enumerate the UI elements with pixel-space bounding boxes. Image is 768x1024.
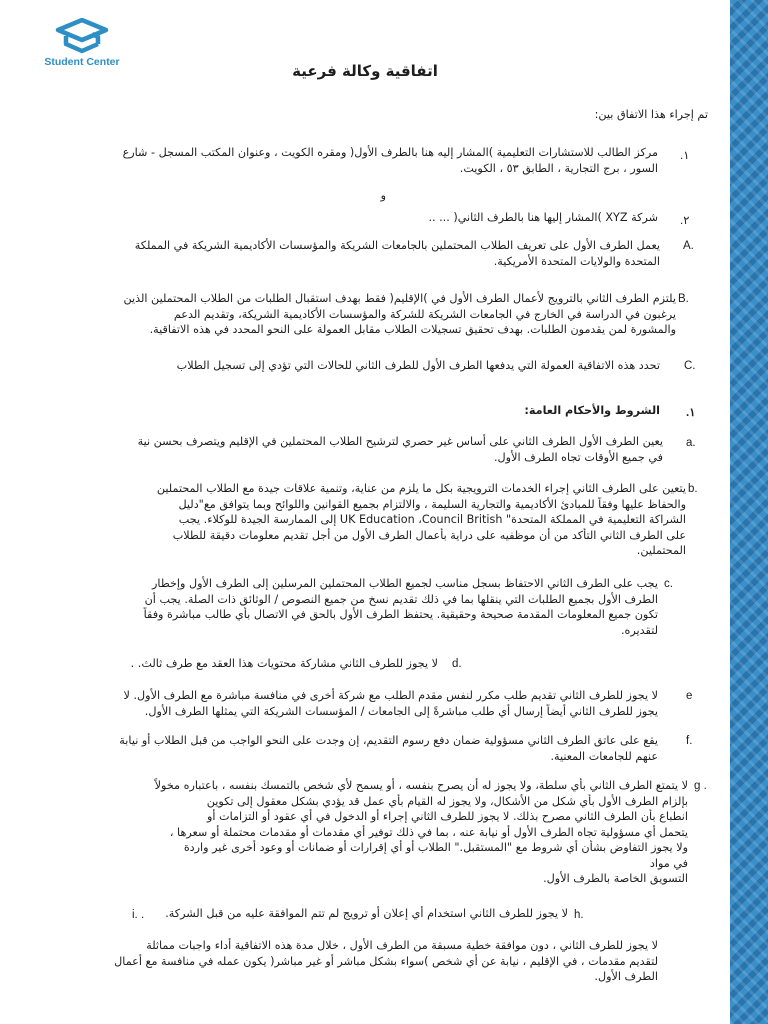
closing-line: لا يجوز للطرف الثاني ، دون موافقة خطية مسبقة من الطرف الأول ، خلال مدة هذه الاتفاقية أداء واجبات مماثلة: [146, 939, 658, 952]
term-b-line: المحتملين.: [636, 544, 686, 557]
item-b-line: والمشورة لمن يقدمون الطلبات. بهدف تحقيق تسجيلات الطلاب مقابل العمولة على النحو المحدد في هذه الاتفاقية.: [149, 323, 676, 336]
term-e-marker: e: [686, 690, 693, 702]
party-2-text: شركة XYZ )المشار إليها هنا بالطرف الثاني( ... ..: [428, 211, 658, 224]
item-a-line: يعمل الطرف الأول على تعريف الطلاب المحتملين بالجامعات الشريكة والمؤسسات الأكاديمية الشريكة في المملكة: [134, 239, 660, 252]
term-d-line: لا يجوز للطرف الثاني مشاركة محتويات هذا العقد مع طرف ثالث. .: [130, 657, 438, 670]
term-a-marker: a.: [686, 437, 696, 449]
term-c-line: لتقديره.: [620, 623, 658, 637]
item-b-marker: B.: [678, 293, 689, 305]
term-g-line: ولا يجوز التفاوض بشأن أي شروط مع "المستقبل." الطلاب أو أي إقرارات أو ضمانات أو وعود أخرى غير واردة: [183, 841, 688, 854]
term-g-line: بإلزام الطرف الأول بأي شكل من الأشكال، ولا يجوز له القيام بأي عمل قد يؤدي بشكل معقول إلى تكوين: [206, 794, 688, 808]
section-heading: الشروط والأحكام العامة:: [524, 404, 660, 417]
term-g-line: التسويق الخاصة بالطرف الأول.: [543, 872, 688, 885]
item-b-text: [96, 291, 676, 338]
term-h-line: لا يجوز للطرف الثاني استخدام أي إعلان أو ترويج لم تتم الموافقة عليه من قبل الشركة.: [165, 907, 568, 920]
term-h-text: [128, 906, 568, 922]
item-c-line: تحدد هذه الاتفاقية العمولة التي يدفعها الطرف الأول للطرف الثاني للحالات التي تؤدي إلى تسجيل الطلاب: [176, 359, 660, 372]
term-a-text: [88, 434, 663, 465]
term-c-line: تكون جميع المعلومات المقدمة صحيحة وحقيقية. يحتفظ الطرف الأول بالحق في الاتصال بأي طالب مباشرة وفقاً: [143, 608, 658, 621]
and-connector: و: [380, 189, 386, 202]
logo-text: Student Center: [44, 56, 120, 68]
term-g-text: [68, 778, 688, 887]
term-f-line: عنهم للجامعات المعنية.: [550, 749, 658, 763]
term-i-marker: i. .: [132, 909, 145, 921]
term-f-line: يقع على عاتق الطرف الثاني مسؤولية ضمان دفع رسوم التقديم، إن وجدت على النحو الواجب من قبل الطلاب أو نيابة: [119, 734, 658, 747]
term-d-text: [38, 656, 438, 672]
term-a-line: في جميع الأوقات تجاه الطرف الأول.: [494, 450, 663, 464]
term-c-text: [88, 576, 658, 638]
document-title: اتفاقية وكالة فرعية: [292, 62, 438, 80]
term-e-line: يجوز للطرف الثاني أيضاً إرسال أي طلب مباشرةً إلى الجامعات / المؤسسات الشريكة التي يمثلها الطرف الأول.: [144, 704, 658, 718]
student-center-logo: [44, 18, 120, 68]
term-f-marker: f.: [686, 735, 693, 747]
term-b-marker: b.: [688, 483, 698, 495]
term-b-line: الشراكة التعليمية في المملكة المتحدة" UK Education ،Council British إلى الممارسة الجيدة للوكلاء. يجب: [178, 513, 686, 526]
term-g-line: انطباع بأن الطرف الثاني مصرح بذلك. لا يجوز للطرف الثاني إجراء أو الدخول في أي عقود أو التزامات أو: [206, 810, 688, 823]
term-g-line: في مواد: [649, 856, 688, 870]
party-1-line: مركز الطالب للاستشارات التعليمية )المشار إليه هنا بالطرف الأول( ومقره الكويت ، وعنوان المكتب المسجل - شارع: [122, 146, 658, 159]
term-b-text: [86, 481, 686, 559]
term-g-marker: g .: [694, 780, 707, 792]
item-b-line: يلتزم الطرف الثاني بالترويج لأعمال الطرف الأول في )الإقليم( فقط بهدف استقبال الطلبات من الطلاب المحتملين الذين: [123, 292, 676, 305]
term-b-line: يتعين على الطرف الثاني إجراء الخدمات الترويجية بكل ما يلزم من عناية، وتنمية علاقات جيدة مع الطلاب المحتملين: [156, 482, 686, 495]
term-e-line: لا يجوز للطرف الثاني تقديم طلب مكرر لنفس مقدم الطلب مع شركة أخرى في منافسة مباشرة مع الطرف الأول. لا: [123, 689, 658, 702]
item-a-text: [90, 238, 660, 269]
decorative-side-stripe: [730, 0, 768, 1024]
party-2-marker: .٢: [680, 215, 690, 227]
term-b-line: على الطرف الثاني التأكد من أن موظفيه على دراية بأعمال الطرف الأول من أجل تقديم معلومات دقيقة للطلاب: [172, 528, 686, 542]
item-a-marker: A.: [683, 240, 694, 252]
item-c-text: [100, 358, 660, 374]
party-1-text: [58, 145, 658, 176]
item-c-marker: C.: [684, 360, 696, 372]
closing-line: الطرف الأول.: [594, 970, 658, 983]
party-1-line: السور ، برج التجارية ، الطابق ٥٣ ، الكويت.: [459, 161, 658, 175]
term-c-line: الطرف الأول بجميع الطلبات التي ينقلها بما في ذلك تقديم نسخ من جميع النصوص / الوثائق ذات الصلة. يجب أن: [144, 592, 658, 606]
section-marker: .١: [686, 407, 696, 419]
term-d-marker: d.: [452, 658, 462, 670]
term-c-line: يجب على الطرف الثاني الاحتفاظ بسجل مناسب لجميع الطلاب المحتملين المرسلين إلى الطرف الأول وإخطار: [152, 577, 658, 590]
party-1-marker: .١: [680, 150, 690, 162]
term-a-line: يعين الطرف الأول الطرف الثاني على أساس غير حصري لترشيح الطلاب المحتملين في الإقليم ويتصرف بحسن نية: [137, 435, 663, 448]
logo-icon: [54, 18, 110, 54]
term-b-line: والحفاظ عليها وفقاً للمبادئ الأكاديمية والتجارية السليمة ، والالتزام بجميع القوانين واللوائح وبما يتوافق مع"دليل: [178, 497, 686, 511]
closing-line: لتقديم مقدمات ، في الإقليم ، نيابة عن أي شخص )سواء بشكل مباشر أو غير مباشر( يكون عمله في منافسة مع أعمال: [114, 954, 658, 968]
term-c-marker: c.: [664, 578, 673, 590]
term-g-line: لا يتمتع الطرف الثاني بأي سلطة، ولا يجوز له أن يصرح بنفسه ، أو يسمح لأي شخص بالتمسك بنفسه ، باعتباره مخولاً: [154, 779, 688, 792]
term-h-marker: h.: [574, 909, 584, 921]
intro-text: تم إجراء هذا الاتفاق بين:: [594, 108, 708, 121]
term-e-text: [78, 688, 658, 719]
item-a-line: المتحدة والولايات المتحدة الأمريكية.: [493, 254, 660, 268]
closing-paragraph: [48, 938, 658, 985]
item-b-line: يرغبون في الدراسة في الخارج في الجامعات الشريكة للشركة والمؤسسات الأكاديمية الشريكة، وتقديم الدعم: [173, 307, 676, 321]
term-g-line: يتحمل أي مسؤولية تجاه الطرف الأول أو نيابة عنه ، بما في ذلك توفير أي مقدمات أو مقدمات محتملة أو سعرها ،: [169, 825, 688, 839]
term-f-text: [78, 733, 658, 764]
